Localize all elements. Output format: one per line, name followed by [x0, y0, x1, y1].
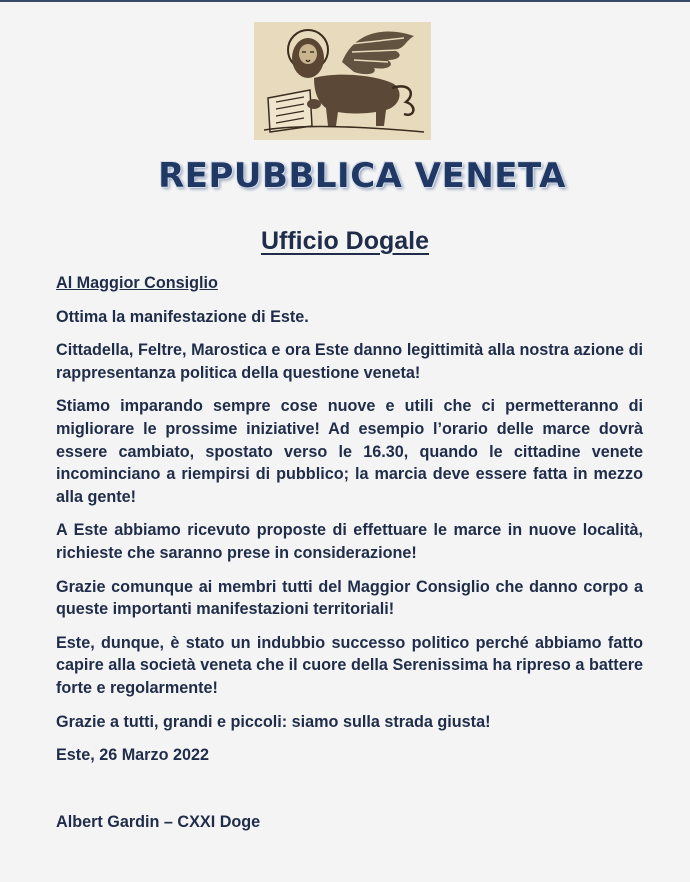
letter-body	[56, 272, 643, 833]
paragraph-7: Grazie a tutti, grandi e piccoli: siamo sulla strada giusta!	[56, 712, 491, 731]
paragraph-1: Ottima la manifestazione di Este.	[56, 307, 309, 326]
page-subtitle: Ufficio Dogale	[260, 227, 430, 255]
paragraph-6: Este, dunque, è stato un indubbio successo politico perché abbiamo fatto capire alla società veneta che il cuore della Serenissima ha ripreso a battere forte e regolarmente!	[56, 633, 643, 697]
top-border	[0, 0, 690, 2]
paragraph-4: A Este abbiamo ricevuto proposte di effettuare le marce in nuove località, richieste che saranno prese in considerazione!	[56, 521, 643, 562]
paragraph-2: Cittadella, Feltre, Marostica e ora Este danno legittimità alla nostra azione di rappresentanza politica della questione veneta!	[56, 341, 643, 382]
paragraph-3: Stiamo imparando sempre cose nuove e utili che ci permetteranno di migliorare le prossime iniziative! Ad esempio l’orario delle marce dovrà essere cambiato, spostato verso le 16.30, quando le cittadine venete incominciano a riempirsi di pubblico; la marcia deve essere fatta in mezzo alla gente!	[56, 397, 643, 506]
letter-date: Este, 26 Marzo 2022	[56, 746, 209, 765]
paragraph-5: Grazie comunque ai membri tutti del Maggior Consiglio che danno corpo a queste importanti manifestazioni territoriali!	[56, 577, 643, 619]
lion-of-saint-mark-emblem	[254, 22, 431, 140]
lion-emblem-icon	[254, 22, 431, 140]
letter-addressee: Al Maggior Consiglio	[56, 274, 218, 292]
page-title: REPUBBLICA VENETA	[158, 156, 566, 196]
letter-signature: Albert Gardin – CXXI Doge	[56, 812, 261, 831]
